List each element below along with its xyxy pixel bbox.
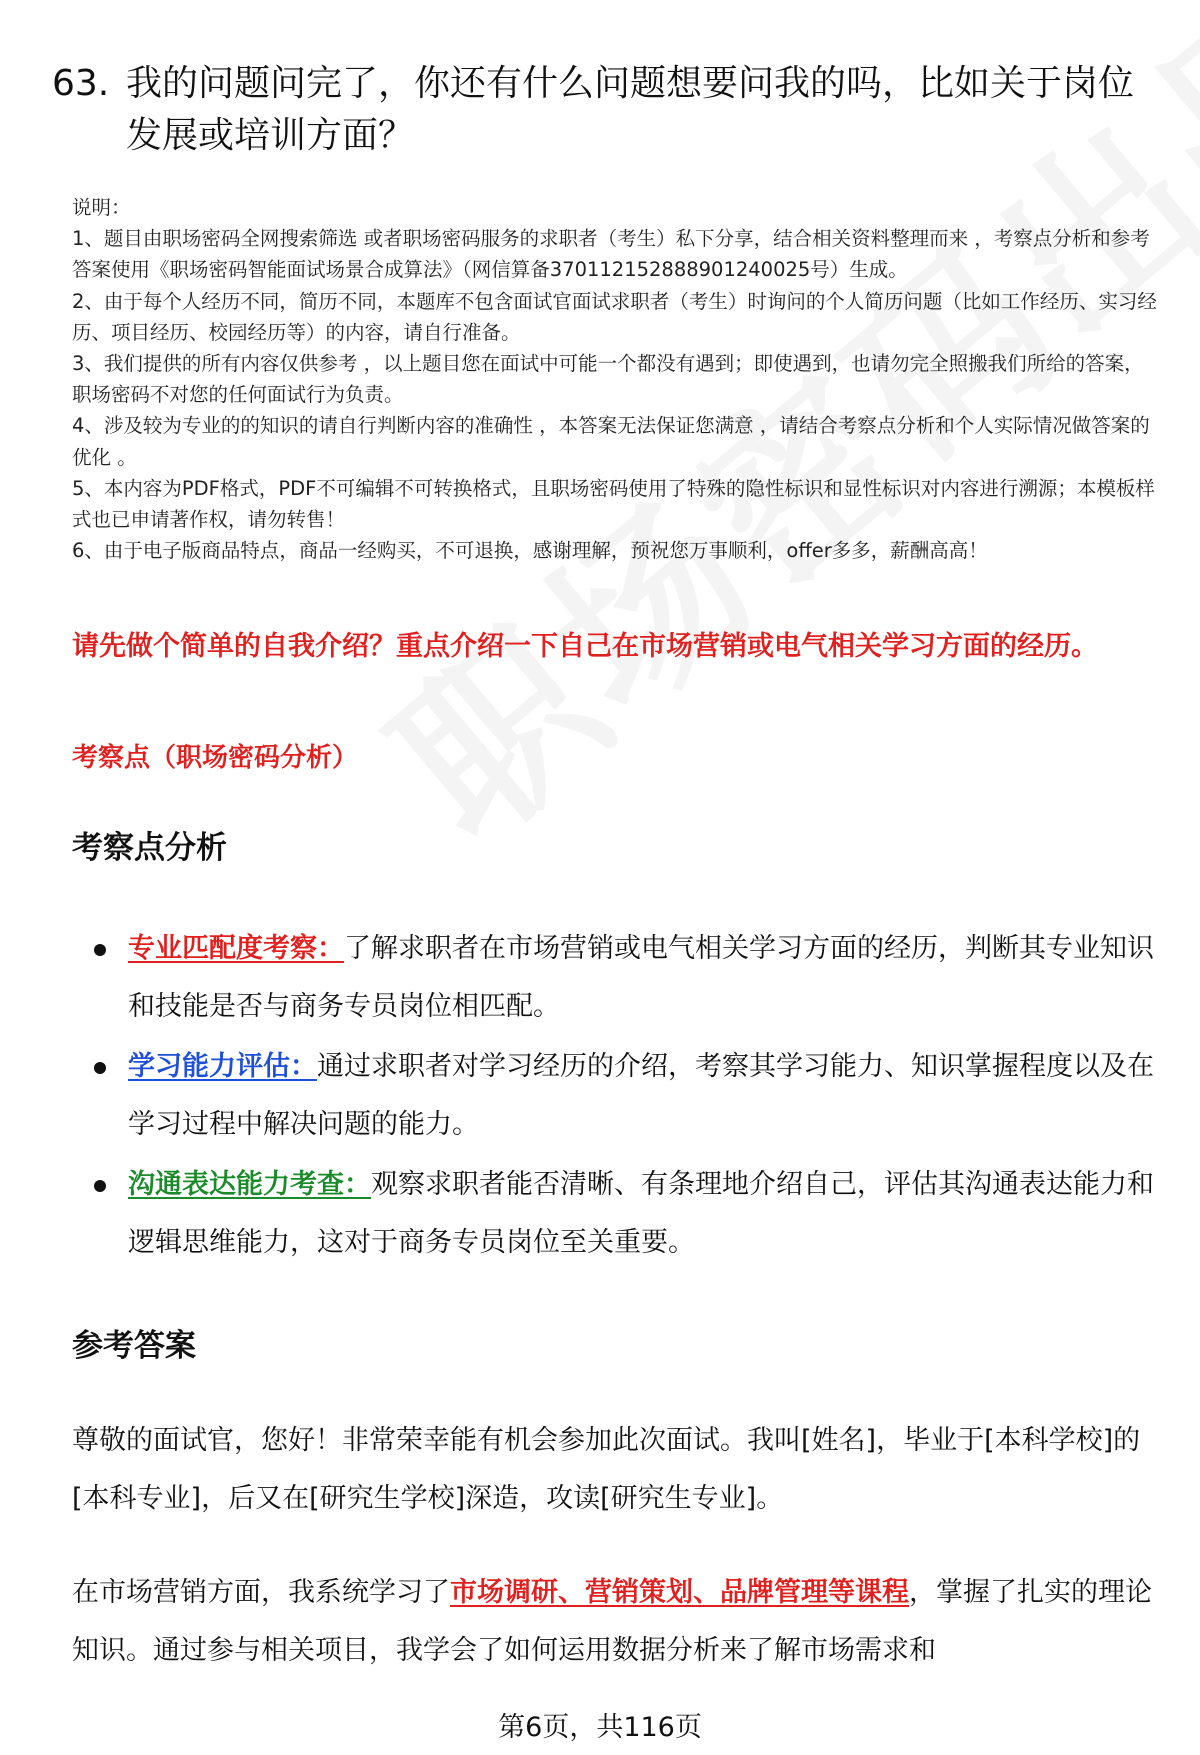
note-item: 3、我们提供的所有内容仅供参考 ，以上题目您在面试中可能一个都没有遇到；即使遇到，也请勿完全照搬我们所给的答案，职场密码不对您的任何面试行为负责。 [72,352,1144,407]
analysis-item-text: 观察求职者能否清晰、有条理地介绍自己，评估其沟通表达能力和逻辑思维能力，这对于商务专员岗位至关重要。 [128,1169,1154,1258]
answer-text: 在市场营销方面，我系统学习了 [72,1577,450,1608]
analysis-list [94,920,1154,1274]
question-text: 我的问题问完了，你还有什么问题想要问我的吗，比如关于岗位发展或培训方面？ [126,63,1135,156]
analysis-item-text: 通过求职者对学习经历的介绍，考察其学习能力、知识掌握程度以及在学习过程中解决问题的能力。 [128,1051,1154,1140]
note-item: 2、由于每个人经历不同，简历不同，本题库不包含面试官面试求职者（考生）时询问的个人简历问题（比如工作经历、实习经历、项目经历、校园经历等）的内容，请自行准备。 [72,289,1157,344]
intro-question: 请先做个简单的自我介绍？重点介绍一下自己在市场营销或电气相关学习方面的经历。 [72,631,1098,662]
bullet-icon [94,1062,106,1074]
note-item: 6、由于电子版商品特点，商品一经购买，不可退换，感谢理解，预祝您万事顺利，offer多多，薪酬高高！ [72,539,988,563]
note-item: 5、本内容为PDF格式，PDF不可编辑不可转换格式，且职场密码使用了特殊的隐性标识和显性标识对内容进行溯源；本模板样式也已申请著作权，请勿转售！ [72,476,1155,532]
answer-paragraph [72,1564,1152,1680]
question-number: 63. [52,63,110,104]
analysis-heading: 考察点分析 [72,830,227,866]
analysis-item-lead: 学习能力评估： [128,1051,317,1082]
analysis-item [94,1038,1154,1154]
analysis-item [94,1156,1154,1272]
note-item: 4、涉及较为专业的的知识的请自行判断内容的准确性 ，本答案无法保证您满意 ，请结合考察点分析和个人实际情况做答案的优化 。 [72,414,1150,469]
analysis-item-lead: 沟通表达能力考查： [128,1169,371,1200]
question-title [52,58,1152,162]
answer-paragraph: 尊敬的面试官，您好！非常荣幸能有机会参加此次面试。我叫[姓名]，毕业于[本科学校]的[本科专业]，后又在[研究生学校]深造，攻读[研究生专业]。 [72,1425,1141,1514]
bullet-icon [94,944,106,956]
bullet-icon [94,1180,106,1192]
notes-block [72,192,1162,566]
answer-highlight: 市场调研、营销策划、品牌管理等课程 [450,1577,909,1608]
analysis-item-text: 了解求职者在市场营销或电气相关学习方面的经历，判断其专业知识和技能是否与商务专员岗位相匹配。 [128,933,1154,1022]
page-footer: 第6页，共116页 [498,1712,702,1743]
analysis-label: 考察点（职场密码分析） [72,743,359,773]
answer-text: ，掌握了扎实的理论知识。通过参与相关项目，我学会了如何运用数据分析来了解市场需求和 [72,1577,1152,1666]
notes-heading: 说明： [72,196,131,219]
analysis-item [94,920,1154,1036]
answer-heading: 参考答案 [72,1328,196,1364]
note-item: 1、题目由职场密码全网搜索筛选 或者职场密码服务的求职者（考生）私下分享，结合相关资料整理而来 ，考察点分析和参考答案使用《职场密码智能面试场景合成算法》（网信算备370112152888901240025号）生成。 [72,227,1150,282]
analysis-item-lead: 专业匹配度考察： [128,933,344,964]
